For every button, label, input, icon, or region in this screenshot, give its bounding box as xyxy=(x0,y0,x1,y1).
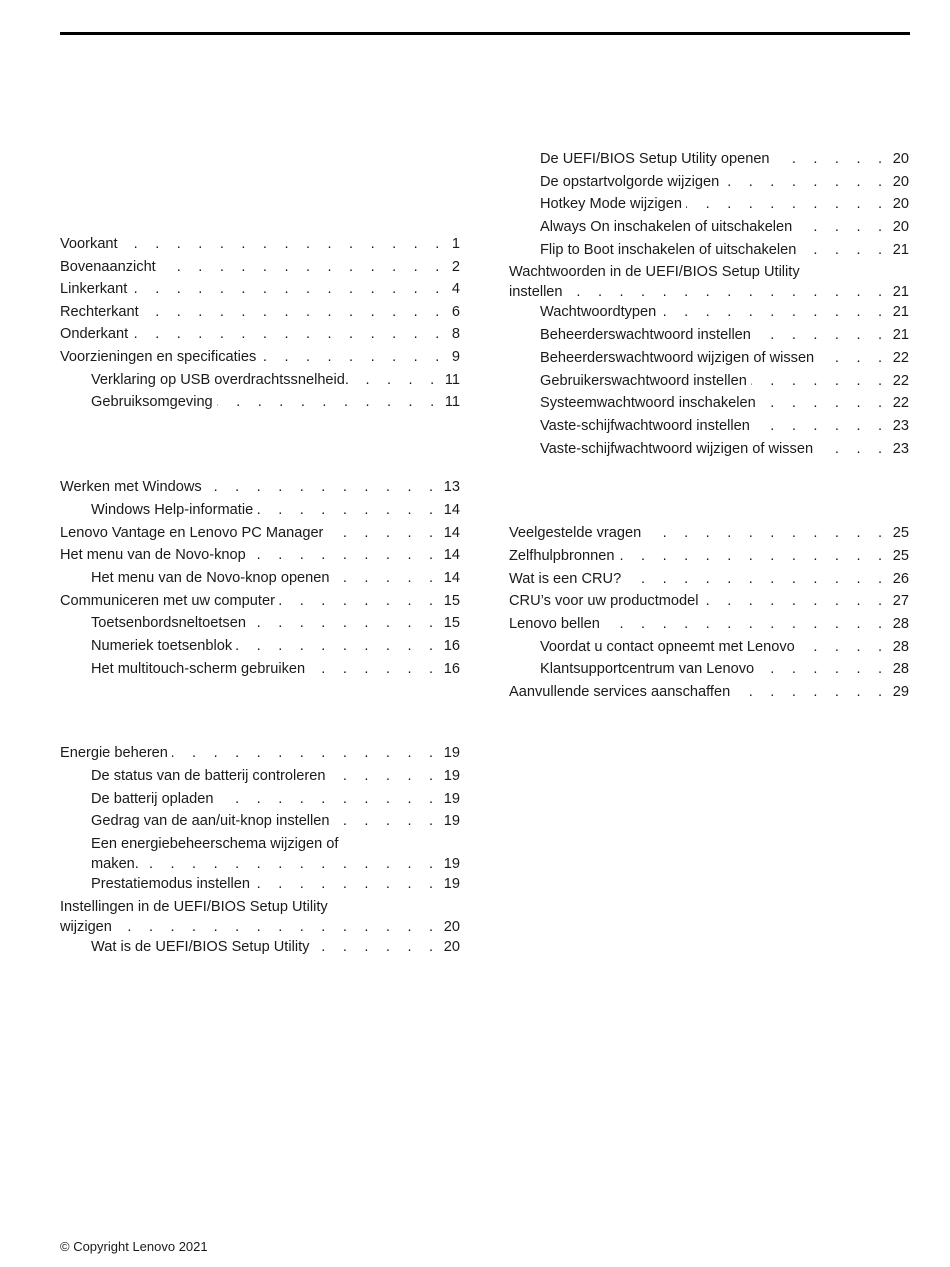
toc-title-line1: Wachtwoorden in de UEFI/BIOS Setup Utility xyxy=(509,264,800,280)
toc-title: Het multitouch-scherm gebruiken xyxy=(91,661,306,677)
toc-title: Beheerderswachtwoord instellen xyxy=(540,327,751,343)
toc-page: 16 xyxy=(443,661,460,677)
toc-entry-vaste-schijf-wijzigen[interactable] xyxy=(540,440,909,458)
toc-entry-multitouch[interactable] xyxy=(91,660,460,678)
toc-title-line1: Instellingen in de UEFI/BIOS Setup Utility xyxy=(60,899,328,915)
toc-page: 11 xyxy=(444,394,460,410)
toc-page: 29 xyxy=(892,684,909,700)
toc-entry-always-on[interactable] xyxy=(540,218,909,236)
toc-entry-flip-to-boot[interactable] xyxy=(540,241,909,259)
toc-entry-windows-help[interactable] xyxy=(91,501,460,519)
leader-dots xyxy=(567,283,889,301)
toc-title: De status van de batterij controleren xyxy=(91,768,326,784)
toc-entry-voorkant[interactable] xyxy=(60,235,460,253)
toc-entry-beheerder-instellen[interactable] xyxy=(540,326,909,344)
leader-dots xyxy=(334,812,440,830)
toc-page: 11 xyxy=(444,372,460,388)
leader-dots xyxy=(143,855,440,873)
leader-dots xyxy=(279,592,440,610)
leader-dots xyxy=(309,660,440,678)
leader-dots xyxy=(250,614,440,632)
toc-entry-systeemwachtwoord[interactable] xyxy=(540,394,909,412)
toc-page: 21 xyxy=(892,242,909,258)
toc-title: instellen xyxy=(509,284,563,300)
toc-entry-beheerder-wijzigen[interactable] xyxy=(540,349,909,367)
toc-page: 2 xyxy=(451,259,460,275)
toc-title: Hotkey Mode wijzigen xyxy=(540,196,682,212)
toc-entry-lenovo-vantage[interactable] xyxy=(60,524,460,542)
leader-dots xyxy=(755,326,889,344)
leader-dots xyxy=(723,173,888,191)
leader-dots xyxy=(160,258,446,276)
toc-page: 13 xyxy=(443,479,460,495)
toc-entry-vaste-schijf-instellen[interactable] xyxy=(540,417,909,435)
toc-title: Gebruiksomgeving xyxy=(91,394,213,410)
toc-entry-wachtwoordtypen[interactable] xyxy=(540,303,909,321)
toc-entry-zelfhulpbronnen[interactable] xyxy=(509,547,909,565)
toc-title: Onderkant xyxy=(60,326,129,342)
leader-dots xyxy=(329,767,439,785)
toc-title: De UEFI/BIOS Setup Utility openen xyxy=(540,151,770,167)
toc-page: 8 xyxy=(451,326,460,342)
toc-title: Voordat u contact opneemt met Lenovo xyxy=(540,639,795,655)
toc-title: wijzigen xyxy=(60,919,112,935)
toc-page: 9 xyxy=(451,349,460,365)
toc-page: 28 xyxy=(892,639,909,655)
toc-title: Het menu van de Novo-knop openen xyxy=(91,570,330,586)
toc-page: 16 xyxy=(443,638,460,654)
toc-entry-batterij-status[interactable] xyxy=(91,767,460,785)
toc-title: Linkerkant xyxy=(60,281,128,297)
toc-entry-batterij-opladen[interactable] xyxy=(91,790,460,808)
toc-title: Systeemwachtwoord inschakelen xyxy=(540,395,756,411)
leader-dots xyxy=(751,372,889,390)
leader-dots xyxy=(143,303,446,321)
toc-page: 19 xyxy=(443,768,460,784)
toc-entry-bovenaanzicht[interactable] xyxy=(60,258,460,276)
toc-title: Verklaring op USB overdrachtssnelheid. xyxy=(91,372,349,388)
toc-entry-veelgestelde-vragen[interactable] xyxy=(509,524,909,542)
toc-title: Zelfhulpbronnen xyxy=(509,548,615,564)
toc-title: Gedrag van de aan/uit-knop instellen xyxy=(91,813,330,829)
leader-dots xyxy=(625,570,889,588)
toc-entry-hotkey-mode[interactable] xyxy=(540,195,909,213)
toc-page: 26 xyxy=(892,571,909,587)
toc-entry-aan-uit-knop[interactable] xyxy=(91,812,460,830)
leader-dots xyxy=(604,615,889,633)
toc-page: 14 xyxy=(443,525,460,541)
toc-page: 21 xyxy=(892,284,909,300)
toc-entry-linkerkant[interactable] xyxy=(60,280,460,298)
toc-title-line1: Een energiebeheerschema wijzigen of xyxy=(91,836,339,852)
toc-entry-gebruiker-instellen[interactable] xyxy=(540,372,909,390)
toc-title: Numeriek toetsenblok xyxy=(91,638,233,654)
leader-dots xyxy=(254,875,440,893)
toc-page: 19 xyxy=(443,791,460,807)
toc-title: Gebruikerswachtwoord instellen xyxy=(540,373,747,389)
toc-page: 27 xyxy=(892,593,909,609)
toc-title: Voorkant xyxy=(60,236,118,252)
toc-page: 23 xyxy=(892,441,909,457)
toc-entry-klantsupportcentrum[interactable] xyxy=(540,660,909,678)
toc-page: 20 xyxy=(892,174,909,190)
toc-title: Prestatiemodus instellen xyxy=(91,876,250,892)
toc-title: Toetsenbordsneltoetsen xyxy=(91,615,246,631)
leader-dots xyxy=(260,348,446,366)
toc-entry-wat-is-uefi[interactable] xyxy=(91,938,460,956)
toc-title: CRU’s voor uw productmodel xyxy=(509,593,699,609)
leader-dots xyxy=(817,440,889,458)
leader-dots xyxy=(774,150,889,168)
toc-page: 25 xyxy=(892,525,909,541)
toc-entry-voordat-contact[interactable] xyxy=(540,638,909,656)
toc-entry-novo-menu-openen[interactable] xyxy=(91,569,460,587)
toc-title: Vaste-schijfwachtwoord wijzigen of wissen xyxy=(540,441,814,457)
leader-dots xyxy=(116,918,440,936)
toc-entry-energiebeheerschema[interactable] xyxy=(91,835,460,873)
leader-dots xyxy=(217,393,441,411)
toc-entry-lenovo-bellen[interactable] xyxy=(509,615,909,633)
toc-page: 4 xyxy=(451,281,460,297)
toc-entry-toetsenblok[interactable] xyxy=(91,637,460,655)
toc-title: Lenovo Vantage en Lenovo PC Manager xyxy=(60,525,324,541)
toc-page: 22 xyxy=(892,350,909,366)
toc-page: 21 xyxy=(892,327,909,343)
leader-dots xyxy=(754,417,889,435)
leader-dots xyxy=(122,235,446,253)
toc-title: Aanvullende services aanschaffen xyxy=(509,684,731,700)
toc-title: De opstartvolgorde wijzigen xyxy=(540,174,720,190)
toc-entry-prestatiemodus[interactable] xyxy=(91,875,460,893)
leader-dots xyxy=(353,371,441,389)
leader-dots xyxy=(818,349,889,367)
toc-page: 28 xyxy=(892,616,909,632)
toc-page: 19 xyxy=(443,876,460,892)
toc-entry-wachtwoorden-uefi[interactable] xyxy=(509,263,909,301)
toc-page: 20 xyxy=(892,196,909,212)
toc-entry-sneltoetsen[interactable] xyxy=(91,614,460,632)
leader-dots xyxy=(645,524,889,542)
leader-dots xyxy=(132,325,446,343)
toc-entry-gebruiksomgeving[interactable] xyxy=(91,393,460,411)
toc-entry-aanvullende-services[interactable] xyxy=(509,683,909,701)
toc-page: 22 xyxy=(892,373,909,389)
toc-entry-usb-snelheid[interactable] xyxy=(91,371,460,389)
toc-page: 19 xyxy=(443,813,460,829)
toc-right-column xyxy=(509,0,909,1267)
leader-dots xyxy=(799,638,889,656)
toc-title: De batterij opladen xyxy=(91,791,214,807)
toc-entry-communiceren[interactable] xyxy=(60,592,460,610)
leader-dots xyxy=(618,547,888,565)
toc-title: Energie beheren xyxy=(60,745,168,761)
toc-title: Bovenaanzicht xyxy=(60,259,156,275)
toc-page: 20 xyxy=(443,919,460,935)
toc-page: 20 xyxy=(892,219,909,235)
leader-dots xyxy=(250,546,440,564)
copyright-footer: © Copyright Lenovo 2021 xyxy=(60,1239,208,1254)
toc-title: Lenovo bellen xyxy=(509,616,600,632)
toc-entry-novo-menu[interactable] xyxy=(60,546,460,564)
toc-page: 23 xyxy=(892,418,909,434)
toc-title: Wat is een CRU? xyxy=(509,571,622,587)
leader-dots xyxy=(734,683,889,701)
leader-dots xyxy=(760,394,889,412)
toc-title: Voorzieningen en specificaties xyxy=(60,349,257,365)
toc-page: 28 xyxy=(892,661,909,677)
toc-title: Always On inschakelen of uitschakelen xyxy=(540,219,793,235)
leader-dots xyxy=(131,280,446,298)
toc-entry-crus-productmodel[interactable] xyxy=(509,592,909,610)
toc-page: 15 xyxy=(443,615,460,631)
toc-page: 15 xyxy=(443,593,460,609)
toc-entry-uefi-openen[interactable] xyxy=(540,150,909,168)
leader-dots xyxy=(327,524,439,542)
toc-entry-opstartvolgorde[interactable] xyxy=(540,173,909,191)
leader-dots xyxy=(206,478,440,496)
leader-dots xyxy=(334,569,440,587)
leader-dots xyxy=(218,790,440,808)
leader-dots xyxy=(796,218,888,236)
toc-title: Windows Help-informatie xyxy=(91,502,254,518)
toc-title: Klantsupportcentrum van Lenovo xyxy=(540,661,755,677)
leader-dots xyxy=(313,938,439,956)
toc-page: 22 xyxy=(892,395,909,411)
toc-page: 20 xyxy=(443,939,460,955)
toc-title: Wachtwoordtypen xyxy=(540,304,657,320)
toc-title: Beheerderswachtwoord wijzigen of wissen xyxy=(540,350,815,366)
toc-title: Wat is de UEFI/BIOS Setup Utility xyxy=(91,939,310,955)
toc-page: 6 xyxy=(451,304,460,320)
toc-entry-uefi-instellingen[interactable] xyxy=(60,898,460,936)
toc-title: Veelgestelde vragen xyxy=(509,525,642,541)
toc-title: maken. xyxy=(91,856,139,872)
toc-page: 14 xyxy=(443,570,460,586)
toc-title: Werken met Windows xyxy=(60,479,202,495)
toc-entry-wat-is-cru[interactable] xyxy=(509,570,909,588)
toc-entry-werken-met-windows[interactable] xyxy=(60,478,460,496)
leader-dots xyxy=(800,241,888,259)
leader-dots xyxy=(172,744,440,762)
leader-dots xyxy=(660,303,889,321)
leader-dots xyxy=(703,592,889,610)
toc-title: Flip to Boot inschakelen of uitschakelen xyxy=(540,242,797,258)
leader-dots xyxy=(686,195,889,213)
toc-page: 20 xyxy=(892,151,909,167)
toc-page: 14 xyxy=(443,502,460,518)
toc-title: Communiceren met uw computer xyxy=(60,593,275,609)
toc-page: 1 xyxy=(451,236,460,252)
toc-title: Rechterkant xyxy=(60,304,139,320)
toc-entry-energie-beheren[interactable] xyxy=(60,744,460,762)
toc-left-column xyxy=(60,0,460,1267)
toc-title: Het menu van de Novo-knop xyxy=(60,547,246,563)
toc-page: 21 xyxy=(892,304,909,320)
toc-page: 19 xyxy=(443,856,460,872)
leader-dots xyxy=(236,637,440,655)
toc-entry-voorzieningen[interactable] xyxy=(60,348,460,366)
toc-entry-onderkant[interactable] xyxy=(60,325,460,343)
toc-page: 14 xyxy=(443,547,460,563)
toc-page: 25 xyxy=(892,548,909,564)
toc-page: 19 xyxy=(443,745,460,761)
leader-dots xyxy=(758,660,889,678)
leader-dots xyxy=(257,501,440,519)
toc-title: Vaste-schijfwachtwoord instellen xyxy=(540,418,750,434)
toc-entry-rechterkant[interactable] xyxy=(60,303,460,321)
